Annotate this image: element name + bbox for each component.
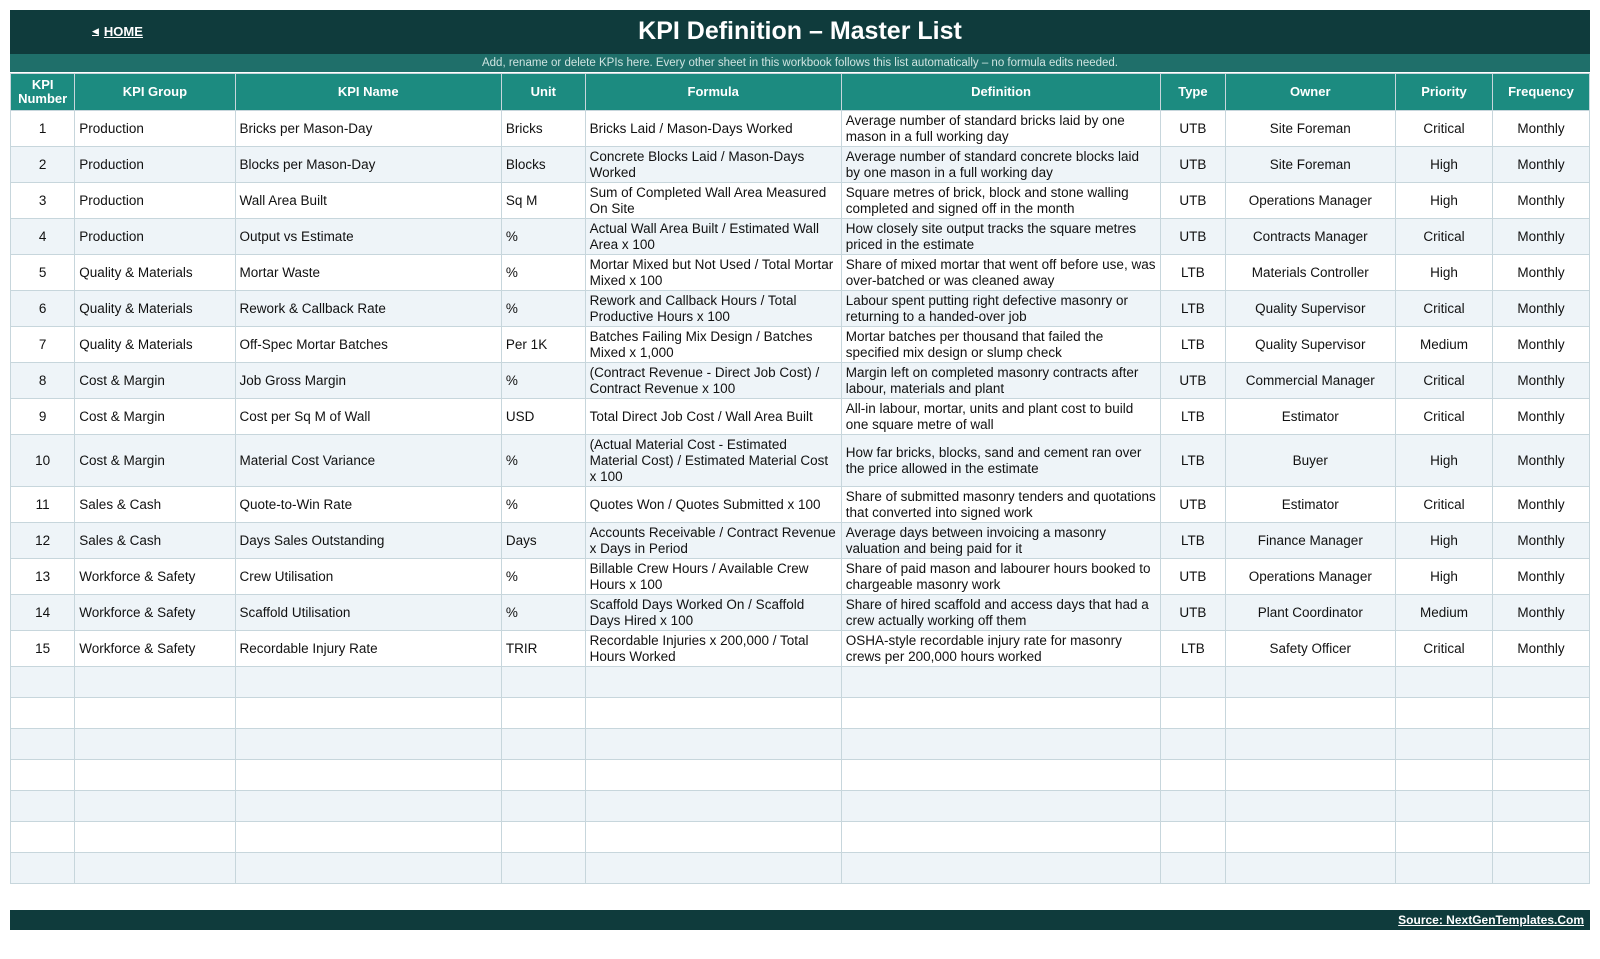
empty-cell[interactable]	[1161, 729, 1225, 760]
frequency-cell[interactable]: Monthly	[1492, 631, 1589, 667]
kpi-number-cell[interactable]: 7	[11, 327, 75, 363]
empty-cell[interactable]	[75, 698, 235, 729]
empty-cell[interactable]	[1225, 729, 1395, 760]
empty-cell[interactable]	[501, 729, 585, 760]
kpi-number-cell[interactable]: 6	[11, 291, 75, 327]
definition-cell[interactable]: Average number of standard bricks laid by one mason in a full working day	[841, 111, 1160, 147]
formula-cell[interactable]: Rework and Callback Hours / Total Productive Hours x 100	[585, 291, 841, 327]
owner-cell[interactable]: Safety Officer	[1225, 631, 1395, 667]
kpi-name-cell[interactable]: Crew Utilisation	[235, 559, 501, 595]
priority-cell[interactable]: Critical	[1396, 363, 1493, 399]
type-cell[interactable]: UTB	[1161, 363, 1225, 399]
priority-cell[interactable]: High	[1396, 183, 1493, 219]
col-header-kpi-group[interactable]: KPI Group	[75, 74, 235, 111]
empty-cell[interactable]	[501, 760, 585, 791]
owner-cell[interactable]: Estimator	[1225, 399, 1395, 435]
table-row	[11, 399, 1590, 435]
kpi-group-cell[interactable]: Quality & Materials	[75, 255, 235, 291]
kpi-group-cell[interactable]: Workforce & Safety	[75, 631, 235, 667]
definition-cell[interactable]: Share of paid mason and labourer hours booked to chargeable masonry work	[841, 559, 1160, 595]
kpi-name-cell[interactable]: Mortar Waste	[235, 255, 501, 291]
unit-cell[interactable]: %	[501, 219, 585, 255]
owner-cell[interactable]: Quality Supervisor	[1225, 291, 1395, 327]
formula-cell[interactable]: Recordable Injuries x 200,000 / Total Hours Worked	[585, 631, 841, 667]
type-cell[interactable]: LTB	[1161, 291, 1225, 327]
table-row	[11, 435, 1590, 487]
kpi-group-cell[interactable]: Production	[75, 147, 235, 183]
definition-cell[interactable]: Share of submitted masonry tenders and quotations that converted into signed work	[841, 487, 1160, 523]
empty-table-row	[11, 667, 1590, 698]
unit-cell[interactable]: %	[501, 255, 585, 291]
kpi-group-cell[interactable]: Production	[75, 219, 235, 255]
empty-cell[interactable]	[235, 791, 501, 822]
definition-cell[interactable]: Mortar batches per thousand that failed the specified mix design or slump check	[841, 327, 1160, 363]
empty-cell[interactable]	[1492, 729, 1589, 760]
kpi-name-cell[interactable]: Rework & Callback Rate	[235, 291, 501, 327]
owner-cell[interactable]: Quality Supervisor	[1225, 327, 1395, 363]
home-button[interactable]	[92, 24, 143, 39]
empty-cell[interactable]	[1396, 822, 1493, 853]
frequency-cell[interactable]: Monthly	[1492, 595, 1589, 631]
unit-cell[interactable]: TRIR	[501, 631, 585, 667]
col-header-kpi-name[interactable]: KPI Name	[235, 74, 501, 111]
empty-cell[interactable]	[1396, 760, 1493, 791]
empty-cell[interactable]	[75, 760, 235, 791]
frequency-cell[interactable]: Monthly	[1492, 487, 1589, 523]
type-cell[interactable]: UTB	[1161, 219, 1225, 255]
empty-cell[interactable]	[11, 698, 75, 729]
kpi-number-cell[interactable]: 10	[11, 435, 75, 487]
definition-cell[interactable]: All-in labour, mortar, units and plant cost to build one square metre of wall	[841, 399, 1160, 435]
frequency-cell[interactable]: Monthly	[1492, 255, 1589, 291]
empty-cell[interactable]	[235, 760, 501, 791]
kpi-number-cell[interactable]: 12	[11, 523, 75, 559]
type-cell[interactable]: UTB	[1161, 183, 1225, 219]
empty-cell[interactable]	[1161, 760, 1225, 791]
kpi-name-cell[interactable]: Material Cost Variance	[235, 435, 501, 487]
empty-cell[interactable]	[1225, 822, 1395, 853]
empty-table-row	[11, 729, 1590, 760]
unit-cell[interactable]: Sq M	[501, 183, 585, 219]
priority-cell[interactable]: High	[1396, 559, 1493, 595]
type-cell[interactable]: UTB	[1161, 559, 1225, 595]
owner-cell[interactable]: Materials Controller	[1225, 255, 1395, 291]
unit-cell[interactable]: USD	[501, 399, 585, 435]
table-row	[11, 111, 1590, 147]
priority-cell[interactable]: Critical	[1396, 631, 1493, 667]
definition-cell[interactable]: OSHA-style recordable injury rate for masonry crews per 200,000 hours worked	[841, 631, 1160, 667]
empty-cell[interactable]	[75, 822, 235, 853]
empty-cell[interactable]	[1225, 698, 1395, 729]
empty-table-row	[11, 853, 1590, 884]
unit-cell[interactable]: %	[501, 595, 585, 631]
empty-cell[interactable]	[1225, 791, 1395, 822]
empty-cell[interactable]	[585, 822, 841, 853]
kpi-number-cell[interactable]: 1	[11, 111, 75, 147]
priority-cell[interactable]: Critical	[1396, 111, 1493, 147]
owner-cell[interactable]: Site Foreman	[1225, 147, 1395, 183]
empty-table-row	[11, 822, 1590, 853]
col-header-type[interactable]: Type	[1161, 74, 1225, 111]
empty-cell[interactable]	[585, 698, 841, 729]
empty-cell[interactable]	[1492, 760, 1589, 791]
definition-cell[interactable]: Share of mixed mortar that went off before use, was over-batched or was cleaned away	[841, 255, 1160, 291]
kpi-name-cell[interactable]: Wall Area Built	[235, 183, 501, 219]
col-header-frequency[interactable]: Frequency	[1492, 74, 1589, 111]
unit-cell[interactable]: Days	[501, 523, 585, 559]
kpi-group-cell[interactable]: Sales & Cash	[75, 523, 235, 559]
table-row	[11, 327, 1590, 363]
back-triangle-icon: ◀	[92, 26, 99, 36]
empty-cell[interactable]	[75, 791, 235, 822]
empty-table-row	[11, 698, 1590, 729]
table-row	[11, 291, 1590, 327]
priority-cell[interactable]: High	[1396, 255, 1493, 291]
table-header-row	[11, 74, 1590, 111]
type-cell[interactable]: UTB	[1161, 487, 1225, 523]
col-header-definition[interactable]: Definition	[841, 74, 1160, 111]
home-label: HOME	[103, 24, 143, 39]
table-row	[11, 147, 1590, 183]
unit-cell[interactable]: %	[501, 435, 585, 487]
frequency-cell[interactable]: Monthly	[1492, 399, 1589, 435]
kpi-number-cell[interactable]: 8	[11, 363, 75, 399]
kpi-name-cell[interactable]: Job Gross Margin	[235, 363, 501, 399]
empty-cell[interactable]	[1396, 791, 1493, 822]
definition-cell[interactable]: Share of hired scaffold and access days that had a crew actually working off them	[841, 595, 1160, 631]
empty-cell[interactable]	[1161, 791, 1225, 822]
empty-cell[interactable]	[75, 729, 235, 760]
definition-cell[interactable]: How far bricks, blocks, sand and cement ran over the price allowed in the estimate	[841, 435, 1160, 487]
owner-cell[interactable]: Estimator	[1225, 487, 1395, 523]
empty-cell[interactable]	[11, 729, 75, 760]
table-row	[11, 631, 1590, 667]
frequency-cell[interactable]: Monthly	[1492, 363, 1589, 399]
empty-cell[interactable]	[841, 760, 1160, 791]
empty-cell[interactable]	[235, 729, 501, 760]
kpi-name-cell[interactable]: Scaffold Utilisation	[235, 595, 501, 631]
formula-cell[interactable]: Bricks Laid / Mason-Days Worked	[585, 111, 841, 147]
definition-cell[interactable]: Average number of standard concrete blocks laid by one mason in a full working day	[841, 147, 1160, 183]
empty-cell[interactable]	[1492, 698, 1589, 729]
empty-cell[interactable]	[1225, 853, 1395, 884]
frequency-cell[interactable]: Monthly	[1492, 523, 1589, 559]
unit-cell[interactable]: Per 1K	[501, 327, 585, 363]
empty-cell[interactable]	[501, 667, 585, 698]
owner-cell[interactable]: Finance Manager	[1225, 523, 1395, 559]
kpi-number-cell[interactable]: 14	[11, 595, 75, 631]
type-cell[interactable]: LTB	[1161, 255, 1225, 291]
empty-cell[interactable]	[235, 667, 501, 698]
definition-cell[interactable]: Average days between invoicing a masonry valuation and being paid for it	[841, 523, 1160, 559]
kpi-name-cell[interactable]: Days Sales Outstanding	[235, 523, 501, 559]
formula-cell[interactable]: (Actual Material Cost - Estimated Material Cost) / Estimated Material Cost x 100	[585, 435, 841, 487]
empty-cell[interactable]	[1161, 822, 1225, 853]
empty-cell[interactable]	[1161, 698, 1225, 729]
empty-cell[interactable]	[501, 791, 585, 822]
empty-cell[interactable]	[1492, 853, 1589, 884]
owner-cell[interactable]: Buyer	[1225, 435, 1395, 487]
unit-cell[interactable]: %	[501, 487, 585, 523]
empty-cell[interactable]	[585, 853, 841, 884]
empty-cell[interactable]	[1492, 822, 1589, 853]
empty-cell[interactable]	[1161, 853, 1225, 884]
type-cell[interactable]: UTB	[1161, 147, 1225, 183]
kpi-group-cell[interactable]: Production	[75, 183, 235, 219]
kpi-name-cell[interactable]: Quote-to-Win Rate	[235, 487, 501, 523]
priority-cell[interactable]: Critical	[1396, 219, 1493, 255]
kpi-number-cell[interactable]: 4	[11, 219, 75, 255]
owner-cell[interactable]: Commercial Manager	[1225, 363, 1395, 399]
empty-cell[interactable]	[841, 822, 1160, 853]
table-row	[11, 487, 1590, 523]
empty-cell[interactable]	[501, 822, 585, 853]
frequency-cell[interactable]: Monthly	[1492, 147, 1589, 183]
page-title: KPI Definition – Master List	[638, 17, 962, 45]
frequency-cell[interactable]: Monthly	[1492, 435, 1589, 487]
source-link[interactable]: Source: NextGenTemplates.Com	[1398, 913, 1584, 927]
empty-table-row	[11, 760, 1590, 791]
priority-cell[interactable]: Medium	[1396, 327, 1493, 363]
col-header-kpi-number[interactable]: KPI Number	[11, 74, 75, 111]
kpi-name-cell[interactable]: Blocks per Mason-Day	[235, 147, 501, 183]
frequency-cell[interactable]: Monthly	[1492, 291, 1589, 327]
priority-cell[interactable]: Critical	[1396, 399, 1493, 435]
kpi-name-cell[interactable]: Output vs Estimate	[235, 219, 501, 255]
definition-cell[interactable]: Square metres of brick, block and stone walling completed and signed off in the month	[841, 183, 1160, 219]
kpi-group-cell[interactable]: Cost & Margin	[75, 399, 235, 435]
type-cell[interactable]: LTB	[1161, 435, 1225, 487]
type-cell[interactable]: LTB	[1161, 631, 1225, 667]
kpi-name-cell[interactable]: Recordable Injury Rate	[235, 631, 501, 667]
col-header-owner[interactable]: Owner	[1225, 74, 1395, 111]
empty-cell[interactable]	[501, 698, 585, 729]
empty-cell[interactable]	[585, 760, 841, 791]
table-row	[11, 559, 1590, 595]
kpi-group-cell[interactable]: Workforce & Safety	[75, 559, 235, 595]
empty-cell[interactable]	[1225, 760, 1395, 791]
table-row	[11, 363, 1590, 399]
empty-cell[interactable]	[841, 729, 1160, 760]
empty-cell[interactable]	[11, 853, 75, 884]
kpi-number-cell[interactable]: 2	[11, 147, 75, 183]
empty-cell[interactable]	[11, 667, 75, 698]
formula-cell[interactable]: Sum of Completed Wall Area Measured On Site	[585, 183, 841, 219]
formula-cell[interactable]: Quotes Won / Quotes Submitted x 100	[585, 487, 841, 523]
owner-cell[interactable]: Site Foreman	[1225, 111, 1395, 147]
priority-cell[interactable]: Critical	[1396, 291, 1493, 327]
frequency-cell[interactable]: Monthly	[1492, 219, 1589, 255]
footer-bar	[10, 910, 1590, 930]
frequency-cell[interactable]: Monthly	[1492, 111, 1589, 147]
col-header-formula[interactable]: Formula	[585, 74, 841, 111]
frequency-cell[interactable]: Monthly	[1492, 327, 1589, 363]
definition-cell[interactable]: Labour spent putting right defective masonry or returning to a handed-over job	[841, 291, 1160, 327]
table-row	[11, 255, 1590, 291]
priority-cell[interactable]: Medium	[1396, 595, 1493, 631]
empty-cell[interactable]	[235, 698, 501, 729]
kpi-group-cell[interactable]: Workforce & Safety	[75, 595, 235, 631]
formula-cell[interactable]: Batches Failing Mix Design / Batches Mixed x 1,000	[585, 327, 841, 363]
empty-cell[interactable]	[1225, 667, 1395, 698]
empty-cell[interactable]	[75, 853, 235, 884]
unit-cell[interactable]: %	[501, 559, 585, 595]
kpi-number-cell[interactable]: 15	[11, 631, 75, 667]
kpi-table	[10, 73, 1590, 884]
kpi-group-cell[interactable]: Production	[75, 111, 235, 147]
empty-cell[interactable]	[1396, 667, 1493, 698]
formula-cell[interactable]: Accounts Receivable / Contract Revenue x Days in Period	[585, 523, 841, 559]
kpi-number-cell[interactable]: 9	[11, 399, 75, 435]
formula-cell[interactable]: Concrete Blocks Laid / Mason-Days Worked	[585, 147, 841, 183]
col-header-priority[interactable]: Priority	[1396, 74, 1493, 111]
formula-cell[interactable]: Billable Crew Hours / Available Crew Hours x 100	[585, 559, 841, 595]
empty-cell[interactable]	[11, 822, 75, 853]
empty-cell[interactable]	[1396, 853, 1493, 884]
empty-cell[interactable]	[1396, 729, 1493, 760]
unit-cell[interactable]: %	[501, 291, 585, 327]
formula-cell[interactable]: Scaffold Days Worked On / Scaffold Days Hired x 100	[585, 595, 841, 631]
empty-cell[interactable]	[585, 667, 841, 698]
type-cell[interactable]: LTB	[1161, 327, 1225, 363]
empty-cell[interactable]	[841, 698, 1160, 729]
unit-cell[interactable]: Bricks	[501, 111, 585, 147]
empty-cell[interactable]	[841, 667, 1160, 698]
formula-cell[interactable]: Total Direct Job Cost / Wall Area Built	[585, 399, 841, 435]
priority-cell[interactable]: High	[1396, 147, 1493, 183]
empty-cell[interactable]	[1161, 667, 1225, 698]
empty-cell[interactable]	[11, 760, 75, 791]
empty-cell[interactable]	[501, 853, 585, 884]
empty-cell[interactable]	[1396, 698, 1493, 729]
table-row	[11, 219, 1590, 255]
empty-cell[interactable]	[1492, 667, 1589, 698]
empty-cell[interactable]	[585, 791, 841, 822]
type-cell[interactable]: LTB	[1161, 399, 1225, 435]
col-header-unit[interactable]: Unit	[501, 74, 585, 111]
kpi-group-cell[interactable]: Cost & Margin	[75, 363, 235, 399]
type-cell[interactable]: LTB	[1161, 523, 1225, 559]
table-row	[11, 595, 1590, 631]
definition-cell[interactable]: How closely site output tracks the square metres priced in the estimate	[841, 219, 1160, 255]
owner-cell[interactable]: Plant Coordinator	[1225, 595, 1395, 631]
unit-cell[interactable]: %	[501, 363, 585, 399]
kpi-group-cell[interactable]: Quality & Materials	[75, 291, 235, 327]
kpi-number-cell[interactable]: 13	[11, 559, 75, 595]
kpi-group-cell[interactable]: Quality & Materials	[75, 327, 235, 363]
kpi-number-cell[interactable]: 5	[11, 255, 75, 291]
formula-cell[interactable]: Mortar Mixed but Not Used / Total Mortar Mixed x 100	[585, 255, 841, 291]
priority-cell[interactable]: High	[1396, 435, 1493, 487]
formula-cell[interactable]: Actual Wall Area Built / Estimated Wall Area x 100	[585, 219, 841, 255]
empty-cell[interactable]	[235, 853, 501, 884]
frequency-cell[interactable]: Monthly	[1492, 183, 1589, 219]
empty-cell[interactable]	[75, 667, 235, 698]
type-cell[interactable]: UTB	[1161, 595, 1225, 631]
empty-cell[interactable]	[11, 791, 75, 822]
kpi-group-cell[interactable]: Cost & Margin	[75, 435, 235, 487]
owner-cell[interactable]: Contracts Manager	[1225, 219, 1395, 255]
kpi-number-cell[interactable]: 11	[11, 487, 75, 523]
empty-cell[interactable]	[585, 729, 841, 760]
owner-cell[interactable]: Operations Manager	[1225, 559, 1395, 595]
type-cell[interactable]: UTB	[1161, 111, 1225, 147]
kpi-number-cell[interactable]: 3	[11, 183, 75, 219]
kpi-name-cell[interactable]: Cost per Sq M of Wall	[235, 399, 501, 435]
title-bar	[10, 10, 1590, 54]
empty-cell[interactable]	[235, 822, 501, 853]
subtitle-note: Add, rename or delete KPIs here. Every other sheet in this workbook follows this list automatically – no formula edits needed.	[10, 54, 1590, 72]
definition-cell[interactable]: Margin left on completed masonry contracts after labour, materials and plant	[841, 363, 1160, 399]
owner-cell[interactable]: Operations Manager	[1225, 183, 1395, 219]
kpi-name-cell[interactable]: Bricks per Mason-Day	[235, 111, 501, 147]
formula-cell[interactable]: (Contract Revenue - Direct Job Cost) / Contract Revenue x 100	[585, 363, 841, 399]
empty-cell[interactable]	[841, 791, 1160, 822]
unit-cell[interactable]: Blocks	[501, 147, 585, 183]
priority-cell[interactable]: High	[1396, 523, 1493, 559]
table-row	[11, 183, 1590, 219]
priority-cell[interactable]: Critical	[1396, 487, 1493, 523]
kpi-group-cell[interactable]: Sales & Cash	[75, 487, 235, 523]
table-row	[11, 523, 1590, 559]
frequency-cell[interactable]: Monthly	[1492, 559, 1589, 595]
empty-table-row	[11, 791, 1590, 822]
empty-cell[interactable]	[1492, 791, 1589, 822]
kpi-name-cell[interactable]: Off-Spec Mortar Batches	[235, 327, 501, 363]
empty-cell[interactable]	[841, 853, 1160, 884]
